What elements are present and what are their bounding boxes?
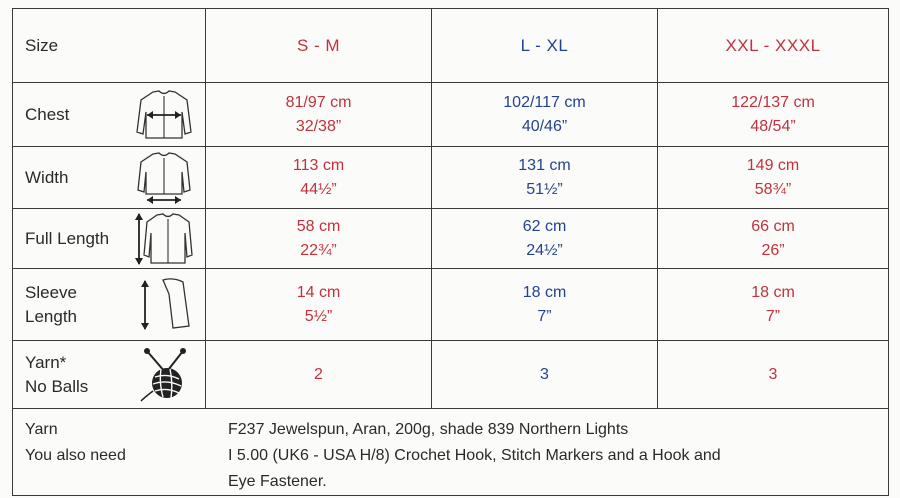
width-xxl-cell [658, 147, 889, 209]
size-label: Size [25, 35, 59, 55]
width-lxl-in: 51½” [526, 180, 563, 198]
width-sm-cell [206, 147, 432, 209]
width-row [13, 147, 889, 209]
yarn-balls-sm: 2 [314, 365, 323, 383]
yarn-balls-label: Yarn* No Balls [25, 352, 89, 396]
sleeve-length-label: Sleeve Length [25, 282, 77, 326]
sleeve-length-xxl-cell [658, 269, 889, 341]
width-label-cell [13, 147, 206, 209]
yarn-balls-row [13, 341, 889, 409]
size-chart-table [12, 8, 889, 496]
yarn-balls-lxl: 3 [540, 365, 549, 383]
full-length-label-cell [13, 209, 206, 269]
sleeve-length-sm-in: 5½” [304, 307, 333, 325]
yarn-heading: Yarn [25, 421, 58, 438]
full-length-lxl-cm: 62 cm [522, 217, 567, 235]
chest-xxl-in: 48/54” [750, 117, 796, 135]
yarn-ball-needles-icon [137, 347, 195, 403]
sleeve-length-lxl-cell [432, 269, 658, 341]
chest-xxl-cm: 122/137 cm [731, 93, 815, 111]
materials-text [206, 409, 888, 495]
also-need-heading: You also need [25, 447, 126, 464]
width-label: Width [25, 167, 69, 187]
sleeve-length-label-cell [13, 269, 206, 341]
full-length-row [13, 209, 889, 269]
chest-xxl-cell [658, 83, 889, 147]
size-lxl-header: L - XL [432, 9, 658, 83]
cardigan-length-icon [133, 211, 195, 267]
chest-lxl-in: 40/46” [521, 117, 568, 135]
chest-lxl-cm: 102/117 cm [503, 93, 586, 111]
header-row [13, 9, 889, 83]
yarn-value: F237 Jewelspun, Aran, 200g, shade 839 Northern Lights [228, 421, 629, 438]
sleeve-length-lxl-in: 7” [537, 307, 552, 325]
sleeve-length-sm-cell [206, 269, 432, 341]
full-length-label: Full Length [25, 228, 110, 248]
width-lxl-cell [432, 147, 658, 209]
cardigan-width-icon [133, 150, 195, 206]
full-length-xxl-cell [658, 209, 889, 269]
full-length-lxl-in: 24½” [526, 241, 563, 259]
width-xxl-cm: 149 cm [746, 156, 800, 174]
also-need-line-1: I 5.00 (UK6 - USA H/8) Crochet Hook, Stitch Markers and a Hook and [228, 447, 721, 464]
sleeve-length-sm-cm: 14 cm [296, 283, 341, 301]
full-length-xxl-in: 26” [761, 241, 785, 259]
full-length-xxl-cm: 66 cm [751, 217, 795, 235]
sleeve-length-lxl-cm: 18 cm [522, 283, 567, 301]
chest-sm-cell [206, 83, 432, 147]
chest-label: Chest [25, 104, 70, 124]
chest-label-cell [13, 83, 206, 147]
materials-labels [13, 409, 206, 495]
full-length-sm-cm: 58 cm [296, 217, 341, 235]
materials-cell [13, 409, 889, 496]
full-length-lxl-cell [432, 209, 658, 269]
also-need-line-2: Eye Fastener. [228, 473, 327, 490]
chest-sm-cm: 81/97 cm [285, 93, 352, 111]
full-length-sm-cell [206, 209, 432, 269]
footer-row [13, 409, 889, 496]
chest-lxl-cell [432, 83, 658, 147]
cardigan-chest-icon [133, 88, 195, 142]
yarn-balls-lxl-cell [432, 341, 658, 409]
chest-sm-in: 32/38” [295, 117, 342, 135]
sleeve-length-row [13, 269, 889, 341]
size-header-cell [13, 9, 206, 83]
sleeve-length-xxl-cm: 18 cm [751, 283, 795, 301]
yarn-balls-label-cell [13, 341, 206, 409]
chest-row [13, 83, 889, 147]
size-sm-header: S - M [206, 9, 432, 83]
width-sm-in: 44½” [300, 180, 337, 198]
yarn-balls-xxl: 3 [768, 365, 778, 383]
size-xxl-header: XXL - XXXL [658, 9, 889, 83]
width-sm-cm: 113 cm [292, 156, 345, 174]
sleeve-length-icon [133, 276, 195, 334]
full-length-sm-in: 22¾” [300, 241, 337, 259]
width-xxl-in: 58¾” [754, 180, 792, 198]
yarn-balls-xxl-cell [658, 341, 889, 409]
yarn-balls-sm-cell [206, 341, 432, 409]
width-lxl-cm: 131 cm [518, 156, 571, 174]
sleeve-length-xxl-in: 7” [765, 307, 781, 325]
